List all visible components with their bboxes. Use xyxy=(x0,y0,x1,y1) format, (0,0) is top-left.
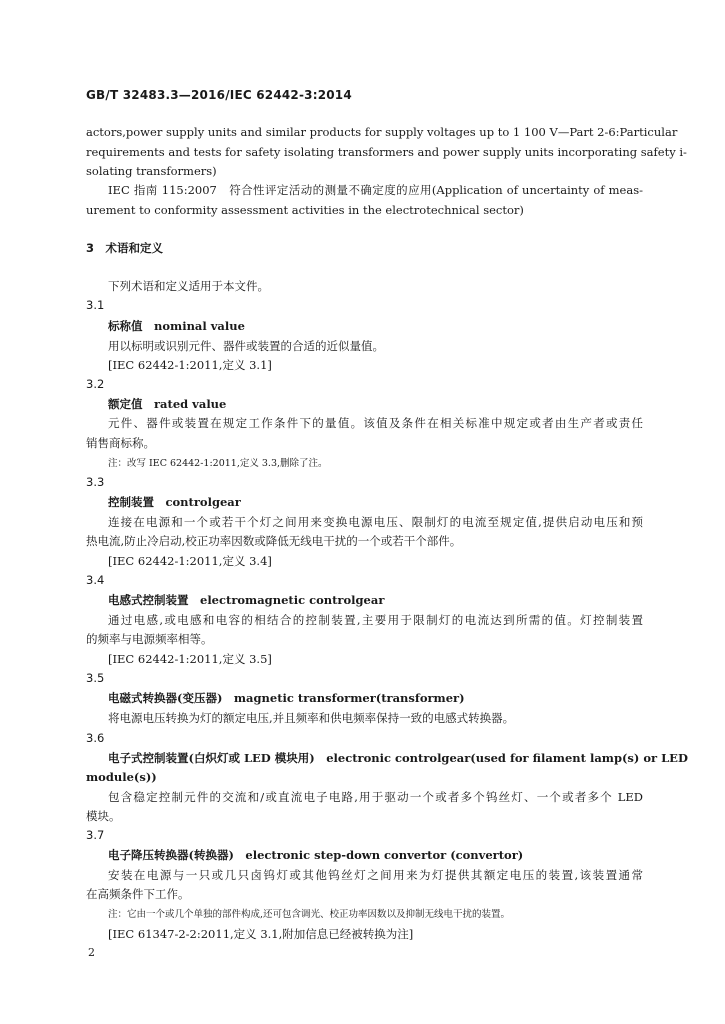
term-source: [IEC 62442-1:2011,定义 3.5] xyxy=(108,652,272,666)
reference-line: urement to conformity assessment activities in the electrotechnical sector) xyxy=(86,203,524,217)
reference-line: IEC 指南 115:2007 符合性评定活动的测量不确定度的应用(Application of uncertainty of meas- xyxy=(108,183,643,197)
reference-line: requirements and tests for safety isolating transformers and power supply units incorporating safety i- xyxy=(86,145,687,159)
term-definition: 模块。 xyxy=(86,809,121,823)
standard-header: GB/T 32483.3—2016/IEC 62442-3:2014 xyxy=(86,88,352,102)
term-note: 注：改写 IEC 62442-1:2011,定义 3.3,删除了注。 xyxy=(108,458,328,469)
section-heading: 3 术语和定义 xyxy=(86,241,164,255)
term-definition: 热电流,防止冷启动,校正功率因数或降低无线电干扰的一个或若干个部件。 xyxy=(86,534,462,548)
term-definition: 在高频条件下工作。 xyxy=(86,887,190,901)
term-title: 电子降压转换器(转换器) electronic step-down convertor (convertor) xyxy=(108,848,524,862)
term-title: module(s)) xyxy=(86,770,157,784)
term-definition: 的频率与电源频率相等。 xyxy=(86,632,213,646)
term-number: 3.3 xyxy=(86,475,105,489)
term-number: 3.5 xyxy=(86,671,105,685)
term-number: 3.1 xyxy=(86,298,105,312)
term-definition: 元件、器件或装置在规定工作条件下的量值。该值及条件在相关标准中规定或者由生产者或责任 xyxy=(108,416,643,430)
term-title: 额定值 rated value xyxy=(108,397,227,411)
term-title: 电子式控制装置(白炽灯或 LED 模块用) electronic controlgear(used for filament lamp(s) or LED xyxy=(108,751,688,765)
term-definition: 安装在电源与一只或几只卤钨灯或其他钨丝灯之间用来为灯提供其额定电压的装置,该装置通常 xyxy=(108,868,643,882)
term-title: 电磁式转换器(变压器) magnetic transformer(transformer) xyxy=(108,691,465,705)
term-title: 电感式控制装置 electromagnetic controlgear xyxy=(108,593,385,607)
section-intro: 下列术语和定义适用于本文件。 xyxy=(108,279,269,293)
reference-line: actors,power supply units and similar products for supply voltages up to 1 100 V—Part 2-6:Particular xyxy=(86,125,678,139)
term-number: 3.4 xyxy=(86,573,105,587)
term-definition: 连接在电源和一个或若干个灯之间用来变换电源电压、限制灯的电流至规定值,提供启动电压和预 xyxy=(108,515,643,529)
term-title: 控制装置 controlgear xyxy=(108,495,241,509)
term-title: 标称值 nominal value xyxy=(108,319,245,333)
term-number: 3.2 xyxy=(86,377,105,391)
term-source: [IEC 62442-1:2011,定义 3.4] xyxy=(108,554,272,568)
term-source: [IEC 62442-1:2011,定义 3.1] xyxy=(108,358,272,372)
term-definition: 用以标明或识别元件、器件或装置的合适的近似量值。 xyxy=(108,339,384,353)
term-definition: 包含稳定控制元件的交流和/或直流电子电路,用于驱动一个或者多个钨丝灯、一个或者多个 LED xyxy=(108,790,643,804)
term-source: [IEC 61347-2-2:2011,定义 3.1,附加信息已经被转换为注] xyxy=(108,927,414,941)
term-note: 注：它由一个或几个单独的部件构成,还可包含调光、校正功率因数以及抑制无线电干扰的装置。 xyxy=(108,909,511,920)
term-definition: 销售商标称。 xyxy=(86,436,155,450)
term-definition: 通过电感,或电感和电容的相结合的控制装置,主要用于限制灯的电流达到所需的值。灯控制装置 xyxy=(108,613,643,627)
term-number: 3.6 xyxy=(86,731,105,745)
term-definition: 将电源电压转换为灯的额定电压,并且频率和供电频率保持一致的电感式转换器。 xyxy=(108,711,515,725)
page-number: 2 xyxy=(88,946,95,959)
term-number: 3.7 xyxy=(86,828,105,842)
reference-line: solating transformers) xyxy=(86,164,217,178)
